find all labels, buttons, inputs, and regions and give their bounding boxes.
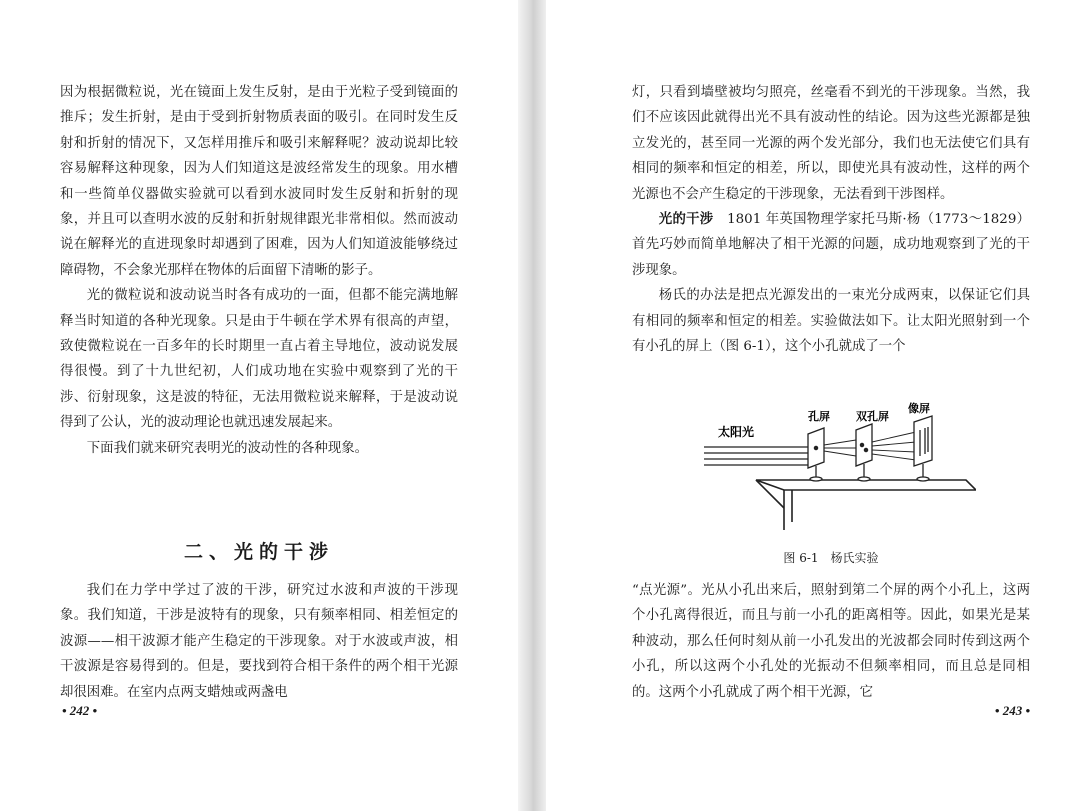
right-page	[546, 0, 1080, 811]
paragraph-text: 1801 年英国物理学家托马斯·杨（1773～1829）首先巧妙而简单地解决了相干光源的问题，成功地观察到了光的干涉现象。	[632, 212, 1031, 278]
paragraph	[632, 207, 1030, 283]
double-pinhole-screen-label: 双孔屏	[856, 410, 889, 423]
image-screen	[914, 416, 932, 481]
left-page	[0, 0, 518, 811]
pinhole-screen-label: 孔屏	[808, 410, 830, 423]
paragraph: 光的微粒说和波动说当时各有成功的一面，但都不能完满地解释当时知道的各种光现象。只是由于牛顿在学术界有很高的声望，致使微粒说在一百多年的长时期里一直占着主导地位，波动说发展得很慢。到了十九世纪初，人们成功地在实验中观察到了光的干涉、衍射现象，这是波的特征，无法用微粒说来解释，于是波动说得到了公认，光的波动理论也就迅速发展起来。	[60, 288, 458, 431]
paragraph: 因为根据微粒说，光在镜面上发生反射，是由于光粒子受到镜面的推斥；发生折射，是由于受到折射物质表面的吸引。在同时发生反射和折射的情况下，又怎样用推斥和吸引来解释呢？波动说却比较容易解释这种现象，因为人们知道这是波经常发生的现象。用水槽和一些简单仪器做实验就可以看到水波同时发生反射和折射的现象，并且可以查明水波的反射和折射规律跟光非常相似。然而波动说在解释光的直进现象时却遇到了困难，因为人们知道波能够绕过障碍物，不会象光那样在物体的后面留下清晰的影子。	[60, 85, 458, 278]
interfering-rays	[872, 432, 916, 460]
paragraph: 下面我们就来研究表明光的波动性的各种现象。	[86, 440, 368, 456]
paragraph: 杨氏的办法是把点光源发出的一束光分成两束，以保证它们具有相同的频率和恒定的相差。实验做法如下。让太阳光照射到一个有小孔的屏上（图 6-1），这个小孔就成了一个	[632, 288, 1030, 355]
section-heading: 二、光的干涉	[183, 541, 334, 563]
paragraph: “点光源”。光从小孔出来后，照射到第二个屏的两个小孔上，这两个小孔离得很近，而且与前一小孔的距离相等。因此，如果光是某种波动，那么任何时刻从前一小孔发出的光波都会同时传到这两个小孔，所以这两个小孔处的光振动不但频率相同，而且总是同相的。这两个小孔就成了两个相干光源，它	[632, 583, 1030, 700]
right-page-text-bottom	[632, 578, 1030, 705]
diffracted-rays	[824, 440, 856, 456]
page-number: • 243 •	[994, 703, 1030, 718]
image-screen-label: 像屏	[908, 402, 930, 415]
paragraph: 我们在力学中学过了波的干涉，研究过水波和声波的干涉现象。我们知道，干涉是波特有的现象，只有频率相同、相差恒定的波源——相干波源才能产生稳定的干涉现象。对于水波或声波，相干波源是容易得到的。但是，要找到符合相干条件的两个相干光源却很困难。在室内点两支蜡烛或两盏电	[60, 583, 458, 700]
pinhole-screen	[808, 428, 824, 481]
sunlight-label: 太阳光	[718, 425, 755, 439]
figure-caption: 图 6-1 杨氏实验	[783, 551, 879, 565]
page-number: • 242 •	[62, 703, 98, 718]
young-experiment-figure	[696, 400, 976, 535]
left-page-text-bottom	[60, 578, 458, 705]
bench	[756, 480, 976, 530]
paragraph: 灯，只看到墙壁被均匀照亮，丝毫看不到光的干涉现象。当然，我们不应该因此就得出光不具有波动性的结论。因为这些光源都是独立发光的，甚至同一光源的两个发光部分，我们也无法使它们具有相同的频率和恒定的相差，所以，即使光具有波动性，这样的两个光源也不会产生稳定的干涉现象，无法看到干涉图样。	[632, 85, 1030, 202]
left-page-text-top	[60, 80, 458, 461]
term-heading: 光的干涉	[658, 211, 714, 228]
right-page-text-top	[632, 80, 1030, 359]
double-pinhole-screen	[856, 424, 872, 481]
sunlight-rays	[704, 447, 808, 465]
book-gutter	[518, 0, 546, 811]
